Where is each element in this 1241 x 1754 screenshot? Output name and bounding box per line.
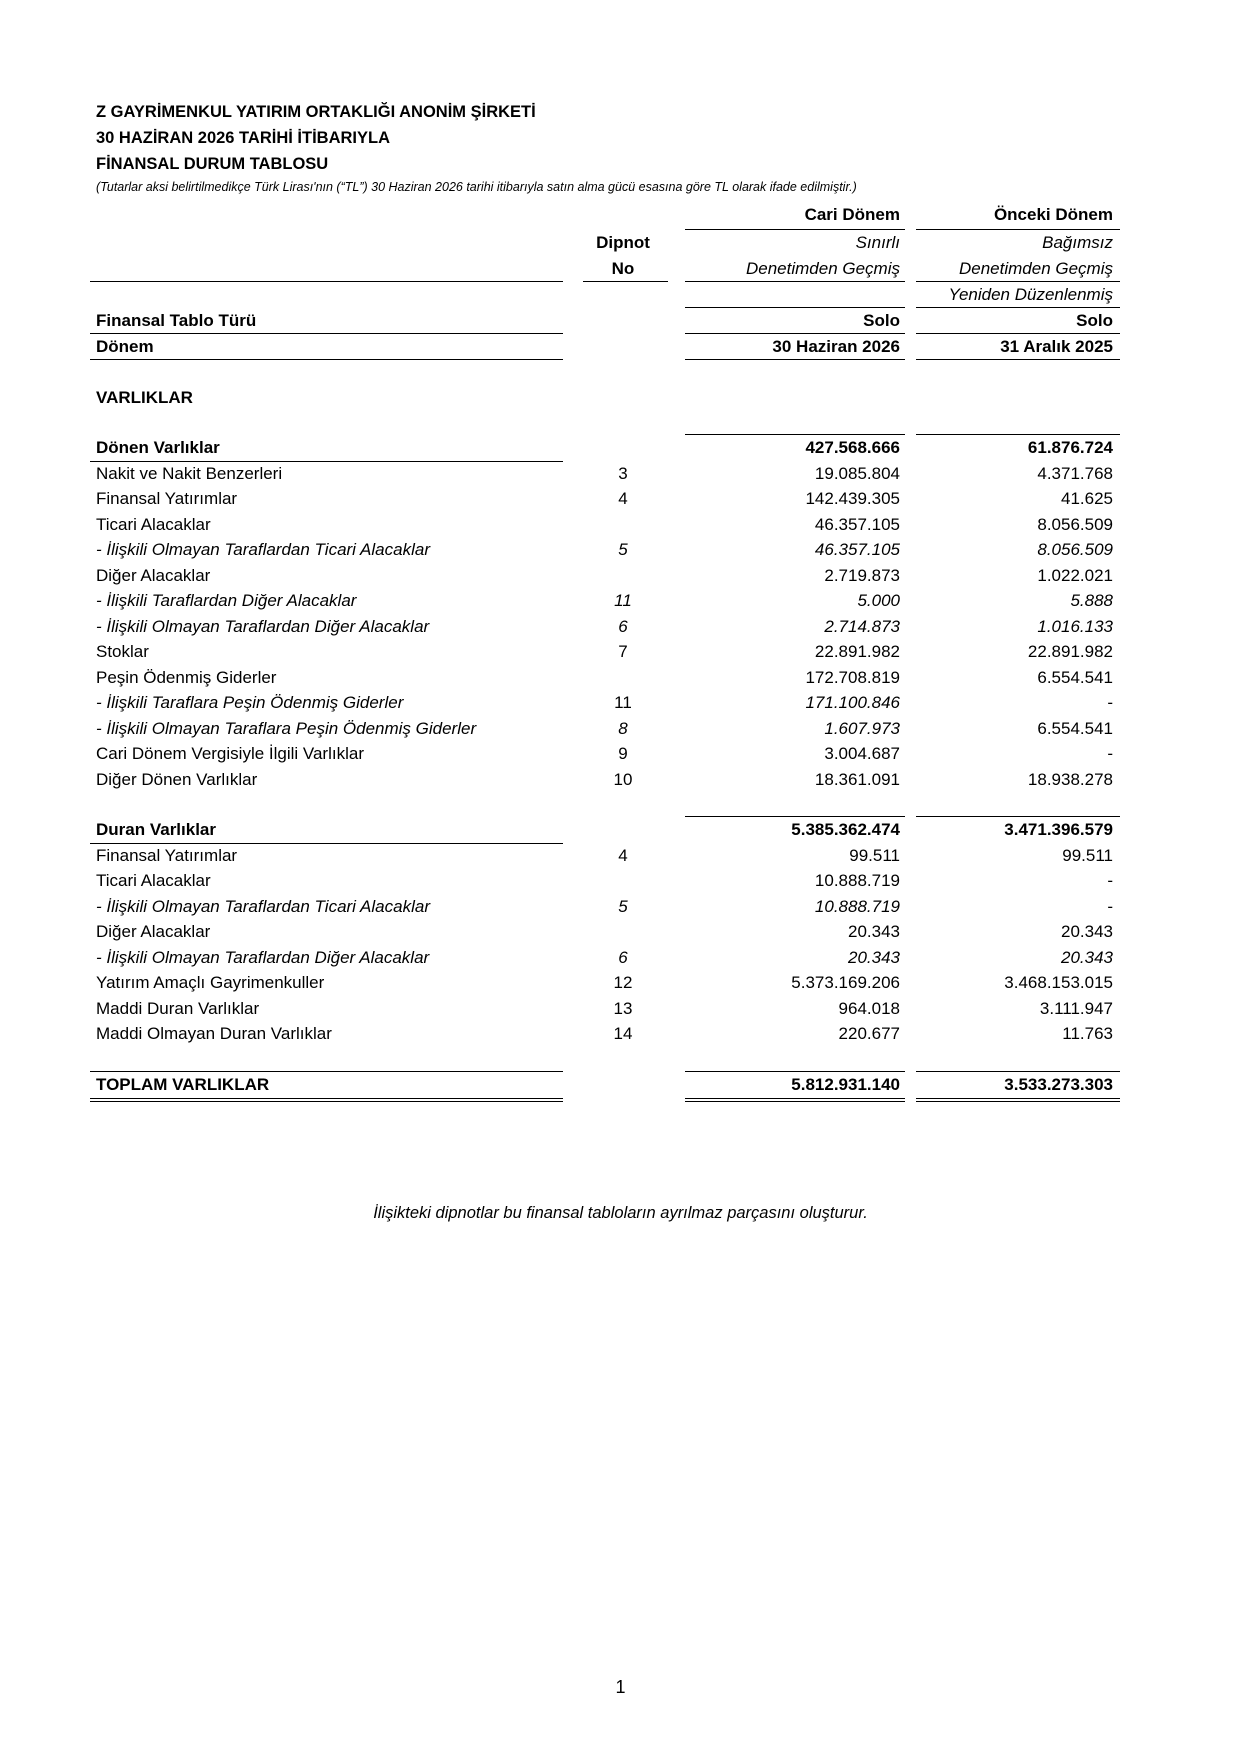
row-label: Cari Dönem Vergisiyle İlgili Varlıklar (96, 744, 364, 763)
footer-note: İlişikteki dipnotlar bu finansal tabloların ayrılmaz parçasını oluşturur. (373, 1204, 868, 1222)
row-dipnot: 14 (613, 1024, 633, 1043)
row-current-value: 427.568.666 (805, 438, 900, 457)
prior-audit-1: Bağımsız (1042, 233, 1113, 252)
row-prior-value: 99.511 (1062, 846, 1113, 865)
row-prior-value: 20.343 (1061, 948, 1113, 967)
row-prior-value: 20.343 (1061, 922, 1113, 941)
row-current-value: 22.891.982 (814, 642, 900, 661)
dipnot-header-2: No (611, 259, 635, 278)
row-dipnot: 4 (618, 489, 628, 508)
row-current-value: 2.719.873 (824, 566, 900, 585)
row-current-value: 5.000 (857, 591, 900, 610)
period-current: 30 Haziran 2026 (772, 337, 900, 356)
row-current-value: 171.100.846 (805, 693, 900, 712)
subtotal-top-rule-current (685, 816, 905, 817)
row-dipnot: 4 (618, 846, 628, 865)
current-audit-1: Sınırlı (855, 233, 900, 252)
row-label: Ticari Alacaklar (96, 871, 211, 890)
total-top-rule-current (685, 1071, 905, 1072)
row-dipnot: 6 (618, 617, 628, 636)
current-col-rule-3 (685, 307, 905, 308)
row-label: TOPLAM VARLIKLAR (96, 1075, 270, 1094)
row-prior-value: - (1107, 744, 1113, 763)
row-label: Diğer Alacaklar (96, 922, 211, 941)
statement-type-current: Solo (863, 311, 900, 330)
prior-col-rule-2 (916, 281, 1120, 282)
row-dipnot: 5 (618, 540, 628, 559)
row-dipnot: 11 (614, 591, 632, 610)
period-row-rule-current (685, 359, 905, 360)
currency-note: (Tutarlar aksi belirtilmedikçe Türk Lirası'nın (“TL”) 30 Haziran 2026 tarihi itibarıyla satın alma gücü esasına göre TL olarak ifade edilmiştir.) (96, 180, 857, 194)
subtotal-label-rule (90, 843, 563, 844)
row-current-value: 5.373.169.206 (791, 973, 900, 992)
row-label: Duran Varlıklar (96, 820, 217, 839)
type-row-rule-prior (916, 333, 1120, 334)
row-current-value: 46.357.105 (814, 515, 900, 534)
total-double-rule-current (685, 1098, 905, 1102)
period-row-rule-prior (916, 359, 1120, 360)
row-current-value: 1.607.973 (824, 719, 900, 738)
row-current-value: 10.888.719 (814, 897, 900, 916)
prior-restated: Yeniden Düzenlenmiş (948, 285, 1113, 304)
row-current-value: 220.677 (838, 1024, 900, 1043)
row-current-value: 172.708.819 (805, 668, 900, 687)
row-prior-value: - (1107, 693, 1113, 712)
row-prior-value: 3.468.153.015 (1004, 973, 1113, 992)
row-dipnot: 6 (618, 948, 628, 967)
dipnot-col-rule (583, 281, 668, 282)
row-current-value: 20.343 (848, 922, 900, 941)
row-prior-value: 5.888 (1070, 591, 1113, 610)
row-label: Maddi Olmayan Duran Varlıklar (96, 1024, 332, 1043)
dipnot-header-1: Dipnot (596, 233, 650, 252)
row-label: - İlişkili Taraflara Peşin Ödenmiş Giderler (96, 693, 404, 712)
row-current-value: 3.004.687 (824, 744, 900, 763)
row-label: - İlişkili Olmayan Taraflardan Ticari Alacaklar (96, 897, 430, 916)
prior-col-rule (916, 229, 1120, 230)
row-current-value: 2.714.873 (824, 617, 900, 636)
period-label: Dönem (96, 337, 154, 356)
current-audit-2: Denetimden Geçmiş (745, 259, 900, 278)
row-label: Yatırım Amaçlı Gayrimenkuller (96, 973, 325, 992)
section-title: VARLIKLAR (96, 388, 193, 407)
prior-period-title: Önceki Dönem (993, 205, 1113, 224)
row-label: Stoklar (96, 642, 149, 661)
subtotal-top-rule-current (685, 434, 905, 435)
row-prior-value: 8.056.509 (1037, 540, 1113, 559)
row-label: Peşin Ödenmiş Giderler (96, 668, 277, 687)
row-dipnot: 3 (618, 464, 628, 483)
subtotal-label-rule (90, 461, 563, 462)
row-dipnot: 7 (618, 642, 628, 661)
row-prior-value: 3.471.396.579 (1004, 820, 1113, 839)
current-period-title: Cari Dönem (804, 205, 900, 224)
row-current-value: 5.385.362.474 (791, 820, 900, 839)
row-prior-value: 1.016.133 (1037, 617, 1113, 636)
row-dipnot: 8 (618, 719, 628, 738)
row-prior-value: 22.891.982 (1027, 642, 1113, 661)
row-prior-value: 41.625 (1061, 489, 1113, 508)
row-label: Dönen Varlıklar (96, 438, 220, 457)
row-prior-value: - (1107, 897, 1113, 916)
row-current-value: 5.812.931.140 (791, 1075, 900, 1094)
page-number: 1 (615, 1677, 626, 1697)
row-label: Ticari Alacaklar (96, 515, 211, 534)
subtotal-top-rule-prior (916, 434, 1120, 435)
row-label: Finansal Yatırımlar (96, 846, 238, 865)
company-name: Z GAYRİMENKUL YATIRIM ORTAKLIĞI ANONİM ŞİRKETİ (96, 103, 536, 121)
prior-audit-2: Denetimden Geçmiş (958, 259, 1113, 278)
row-label: Maddi Duran Varlıklar (96, 999, 260, 1018)
row-dipnot: 10 (613, 770, 633, 789)
row-current-value: 46.357.105 (814, 540, 900, 559)
row-current-value: 99.511 (849, 846, 900, 865)
period-row-rule (90, 359, 563, 360)
subtotal-top-rule-prior (916, 816, 1120, 817)
statement-type-prior: Solo (1076, 311, 1113, 330)
current-col-rule-2 (685, 281, 905, 282)
total-double-rule-label (90, 1098, 563, 1102)
row-current-value: 19.085.804 (814, 464, 900, 483)
row-prior-value: 6.554.541 (1037, 668, 1113, 687)
total-top-rule-label (90, 1071, 563, 1072)
row-dipnot: 9 (618, 744, 628, 763)
row-dipnot: 11 (614, 693, 632, 712)
row-label: Finansal Yatırımlar (96, 489, 238, 508)
statement-title: FİNANSAL DURUM TABLOSU (96, 155, 329, 173)
report-date-line: 30 HAZİRAN 2026 TARİHİ İTİBARIYLA (96, 129, 390, 147)
row-dipnot: 12 (613, 973, 633, 992)
row-current-value: 18.361.091 (814, 770, 900, 789)
row-dipnot: 5 (618, 897, 628, 916)
row-current-value: 10.888.719 (814, 871, 900, 890)
prior-col-rule-3 (916, 307, 1120, 308)
row-label: - İlişkili Olmayan Taraflardan Ticari Alacaklar (96, 540, 430, 559)
row-current-value: 142.439.305 (805, 489, 900, 508)
row-label: - İlişkili Olmayan Taraflardan Diğer Alacaklar (96, 948, 430, 967)
row-current-value: 20.343 (848, 948, 900, 967)
row-label: - İlişkili Taraflardan Diğer Alacaklar (96, 591, 357, 610)
current-col-rule (685, 229, 905, 230)
row-label: Diğer Alacaklar (96, 566, 211, 585)
row-prior-value: 61.876.724 (1027, 438, 1113, 457)
row-prior-value: 3.533.273.303 (1004, 1075, 1113, 1094)
row-prior-value: - (1107, 871, 1113, 890)
row-prior-value: 18.938.278 (1027, 770, 1113, 789)
row-label: - İlişkili Olmayan Taraflara Peşin Ödenmiş Giderler (96, 719, 477, 738)
total-double-rule-prior (916, 1098, 1120, 1102)
total-top-rule-prior (916, 1071, 1120, 1072)
row-current-value: 964.018 (838, 999, 900, 1018)
row-label: Nakit ve Nakit Benzerleri (96, 464, 283, 483)
row-prior-value: 3.111.947 (1039, 999, 1113, 1018)
row-prior-value: 4.371.768 (1037, 464, 1113, 483)
row-prior-value: 6.554.541 (1037, 719, 1113, 738)
row-dipnot: 13 (613, 999, 633, 1018)
row-prior-value: 1.022.021 (1037, 566, 1113, 585)
row-prior-value: 11.763 (1062, 1024, 1113, 1043)
statement-type-label: Finansal Tablo Türü (96, 311, 257, 330)
row-prior-value: 8.056.509 (1037, 515, 1113, 534)
type-row-rule-current (685, 333, 905, 334)
label-col-rule (90, 281, 563, 282)
period-prior: 31 Aralık 2025 (1000, 337, 1113, 356)
row-label: Diğer Dönen Varlıklar (96, 770, 258, 789)
row-label: - İlişkili Olmayan Taraflardan Diğer Alacaklar (96, 617, 430, 636)
type-row-rule (90, 333, 563, 334)
